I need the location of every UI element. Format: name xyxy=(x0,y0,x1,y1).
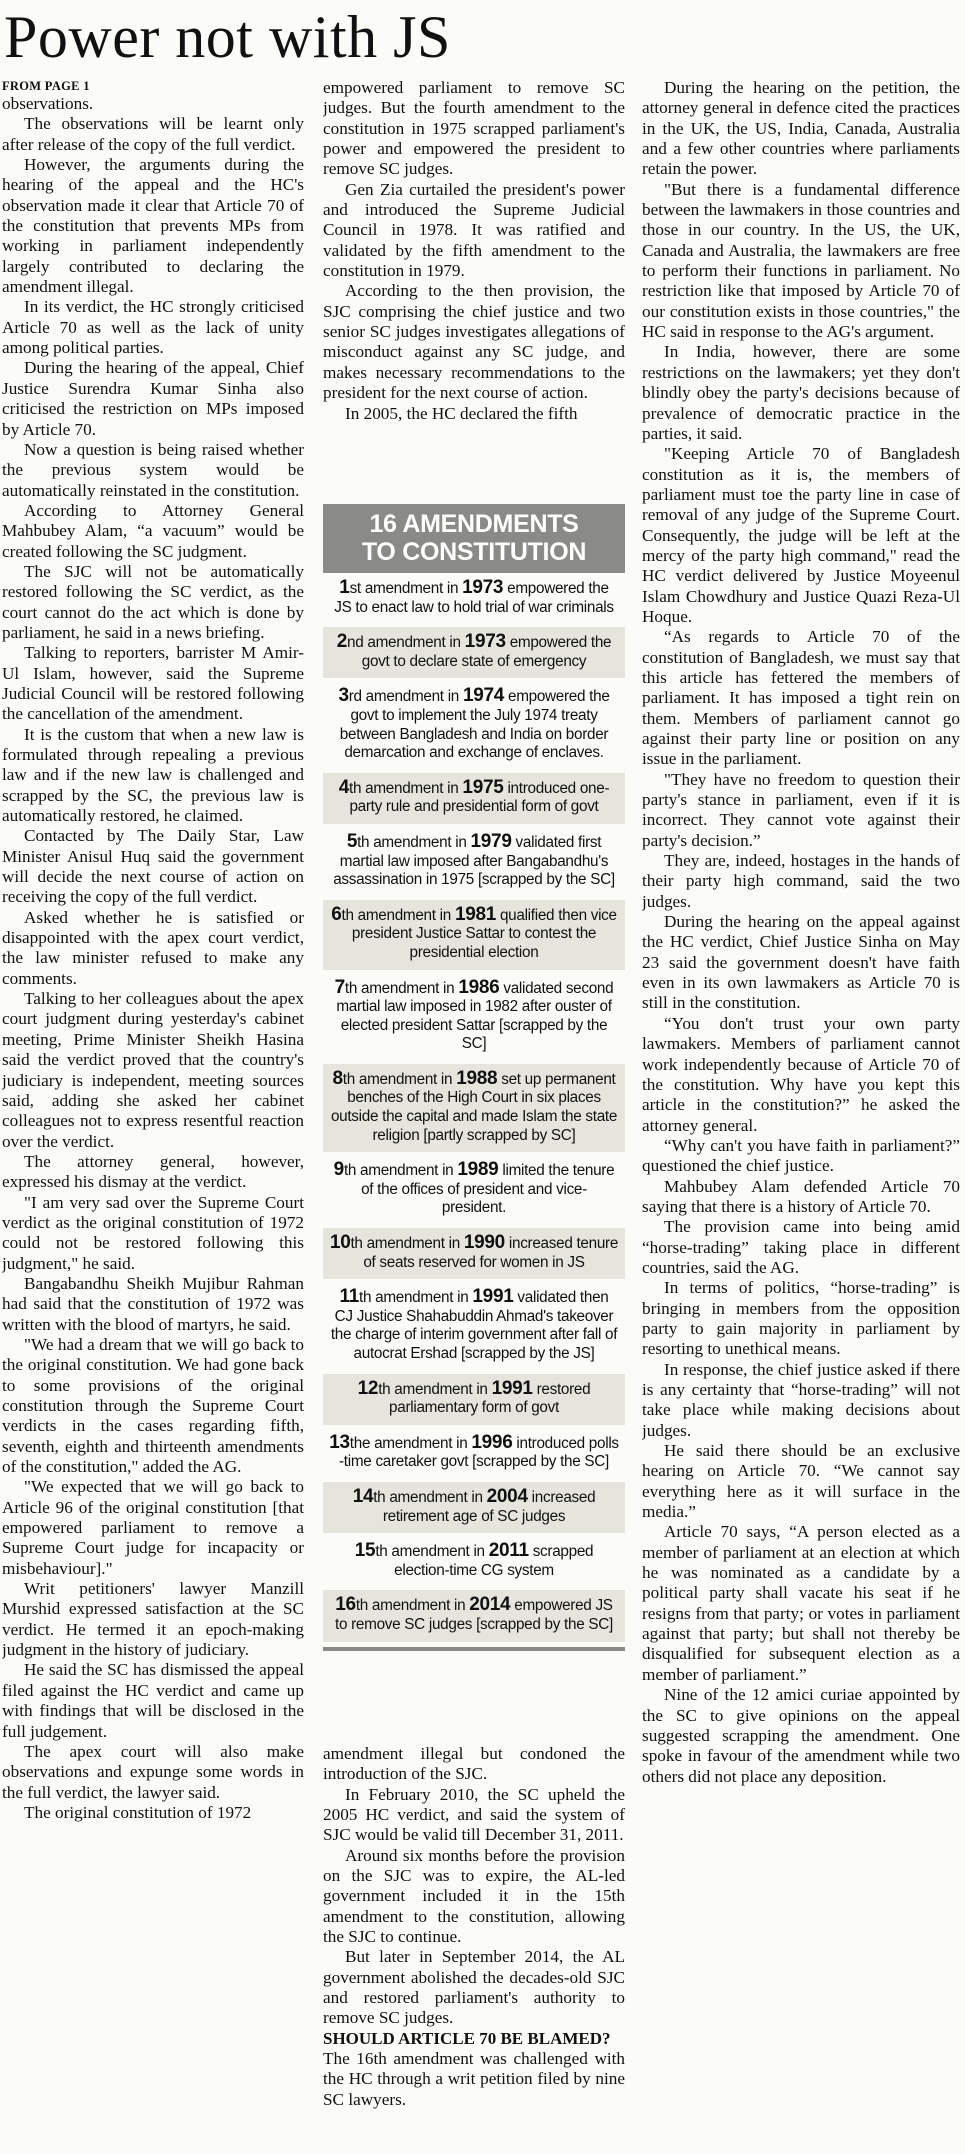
paragraph: During the hearing on the petition, the attorney general in defence cited the practices in the UK, the US, India, Canada, Australia and a few other countries where parliaments retain the power. xyxy=(642,78,960,179)
amendment-year: 1973 xyxy=(462,577,504,598)
paragraph: In terms of politics, “horse-trading” is bringing in members from the opposition party to gain majority in parliament by resorting to unethical means. xyxy=(642,1278,960,1359)
amendment-suffix: th amendment in xyxy=(350,1235,464,1253)
amendment-description: qualified then vice president Justice Sattar to contest the presidential election xyxy=(351,906,617,961)
amendment-number: 3 xyxy=(338,685,349,707)
amendment-number: 6 xyxy=(331,903,342,925)
paragraph: The apex court will also make observations and expunge some words in the full verdict, the lawyer said. xyxy=(2,1741,304,1802)
amendment-description: empowered the govt to declare state of emergency xyxy=(361,634,612,670)
sidebar-title-line-2: TO CONSTITUTION xyxy=(361,538,587,566)
paragraph: He said the SC has dismissed the appeal filed against the HC verdict and came up with findings that will be disclosed in the full judgement. xyxy=(2,1660,304,1741)
paragraph: The observations will be learnt only after release of the copy of the full verdict. xyxy=(2,114,304,154)
amendment-suffix: st amendment in xyxy=(349,580,463,597)
paragraph: Talking to her colleagues about the apex court judgment during yesterday's cabinet meeting, Prime Minister Sheikh Hasina said the verdict proved that the country's judiciary is independent, meeting sources said, adding she asked her cabinet colleagues not to express resentful reaction over the verdict. xyxy=(2,989,304,1151)
paragraph: They are, indeed, hostages in the hands of their party high command, said the two judges. xyxy=(642,851,960,911)
amendment-year: 1974 xyxy=(462,685,505,707)
amendment-item xyxy=(323,1428,625,1482)
paragraph: In February 2010, the SC upheld the 2005 HC verdict, and said the system of SJC would be valid till December 31, 2011. xyxy=(323,1784,625,1845)
amendment-item xyxy=(323,1374,625,1428)
paragraph: “Why can't you have faith in parliament?” questioned the chief justice. xyxy=(642,1135,960,1176)
paragraph: "We expected that we will go back to Article 96 of the original constitution [that empowered parliament to remove a Supreme Court judge for incapacity or misbehaviour]." xyxy=(2,1477,304,1578)
amendment-year: 1989 xyxy=(457,1159,499,1181)
paragraph: He said there should be an exclusive hearing on Article 70. “We cannot say everything here as it will surface in the media.” xyxy=(642,1441,960,1522)
paragraph: Writ petitioners' lawyer Manzill Murshid expressed satisfaction at the SC verdict. He termed it an epoch-making judgment in the history of judiciary. xyxy=(2,1579,304,1660)
article-column-3 xyxy=(642,78,960,2148)
amendment-year: 1975 xyxy=(462,776,504,798)
amendment-suffix: th amendment in xyxy=(343,1162,458,1180)
amendment-suffix: th amendment in xyxy=(359,1289,473,1307)
amendment-year: 1988 xyxy=(456,1067,498,1089)
amendment-item xyxy=(323,900,625,973)
paragraph: The SJC will not be automatically restored following the SC verdict, as the court cannot do the act which is done by parliament, he said in a news briefing. xyxy=(2,561,304,642)
amendment-description: introduced polls -time caretaker govt [scrapped by the SC] xyxy=(339,1434,619,1471)
paragraph: Gen Zia curtailed the president's power and introduced the Supreme Judicial Council in 1978. It was ratified and validated by the fifth amendment to the constitution in 1979. xyxy=(323,179,625,281)
amendment-description: validated first martial law imposed after Bangabandhu's assassination in 1975 [scrapped by the SC] xyxy=(333,833,615,889)
paragraph: Now a question is being raised whether the previous system would be automatically reinstated in the constitution. xyxy=(2,439,304,500)
amendment-suffix: th amendment in xyxy=(341,906,455,924)
amendment-item xyxy=(323,627,625,681)
amendment-year: 1990 xyxy=(463,1232,505,1254)
subheading-paragraph: The 16th amendment was challenged with the HC through a writ petition filed by nine SC lawyers. xyxy=(323,2048,625,2109)
paragraph: The provision came into being amid “horse-trading” taking place in different countries, said the AG. xyxy=(642,1217,960,1277)
amendments-sidebar xyxy=(323,504,625,1651)
column-2-bottom-paragraphs xyxy=(323,1744,625,2029)
amendment-year: 1979 xyxy=(470,830,512,852)
amendment-year: 1981 xyxy=(454,903,497,925)
amendment-suffix: th amendment in xyxy=(373,1488,487,1506)
paragraph: "They have no freedom to question their party's stance in parliament, even if it is incorrect. They cannot vote against their party's decision.” xyxy=(642,769,960,850)
amendment-item xyxy=(323,1155,625,1228)
amendment-description: increased tenure of seats reserved for women in JS xyxy=(363,1235,619,1271)
amendment-item xyxy=(323,1482,625,1536)
paragraph: "We had a dream that we will go back to the original constitution. We had gone back to some provisions of the original constitution through the Supreme Court verdicts in the cases regarding fifth, seventh, eighth and thirteenth amendments of the constitution," added the AG. xyxy=(2,1334,304,1477)
amendment-description: restored parliamentary form of govt xyxy=(389,1380,591,1417)
amendment-description: scrapped election-time CG system xyxy=(394,1543,594,1579)
amendment-description: set up permanent benches of the High Court in six places outside the capital and made Islam the state religion [partly scrapped by SC] xyxy=(330,1070,618,1144)
amendment-number: 13 xyxy=(329,1431,350,1453)
paragraph: Nine of the 12 amici curiae appointed by the SC to give opinions on the appeal suggested scrapping the amendment. One spoke in favour of the amendment while two others did not place any deposition. xyxy=(642,1685,960,1786)
paragraph: Mahbubey Alam defended Article 70 saying that there is a history of Article 70. xyxy=(642,1176,960,1216)
paragraph: Talking to reporters, barrister M Amir-Ul Islam, however, said the Supreme Judicial Council will be restored following the cancellation of the amendment. xyxy=(2,643,304,724)
paragraph: In 2005, the HC declared the fifth xyxy=(345,403,578,423)
amendment-item xyxy=(323,1064,625,1155)
amendment-item xyxy=(323,827,625,900)
sidebar-title-line-1: 16 AMENDMENTS xyxy=(369,510,579,538)
amendment-suffix: rd amendment in xyxy=(348,688,463,706)
sidebar-bottom-rule xyxy=(323,1647,625,1651)
amendment-item xyxy=(323,773,625,827)
amendment-number: 9 xyxy=(333,1159,344,1181)
amendment-number: 7 xyxy=(334,976,345,998)
amendment-year: 2014 xyxy=(469,1594,511,1616)
amendment-number: 2 xyxy=(336,631,348,653)
amendment-item xyxy=(323,1228,625,1282)
amendment-description: introduced one-party rule and presidential form of govt xyxy=(349,779,610,816)
amendment-list xyxy=(323,573,625,1645)
paragraph: The original constitution of 1972 xyxy=(24,1802,252,1822)
article-column-1 xyxy=(2,78,304,2148)
subheading: SHOULD ARTICLE 70 BE BLAMED? xyxy=(323,2028,611,2048)
amendment-item xyxy=(323,573,625,627)
amendment-number: 16 xyxy=(335,1594,356,1616)
amendment-description: empowered the JS to enact law to hold trial of war criminals xyxy=(334,580,614,616)
paragraph: empowered parliament to remove SC judges. But the fourth amendment to the constitution in 1975 scrapped parliament's power and empowered the president to remove SC judges. xyxy=(323,78,625,179)
amendment-number: 5 xyxy=(346,830,358,852)
amendment-year: 2011 xyxy=(488,1540,529,1562)
amendment-description: empowered JS to remove SC judges [scrapped by the SC] xyxy=(335,1597,613,1633)
amendment-description: validated then CJ Justice Shahabuddin Ahmad's takeover the charge of interim government after fall of autocrat Ershad [scrapped by the JS] xyxy=(330,1289,618,1362)
paragraph: In its verdict, the HC strongly criticised Article 70 as well as the lack of unity among political parties. xyxy=(2,297,304,358)
paragraph: In response, the chief justice asked if there is any certainty that “horse-trading” will not take place while making decisions about judges. xyxy=(642,1359,960,1440)
amendment-suffix: th amendment in xyxy=(342,1070,457,1088)
amendment-year: 1991 xyxy=(491,1377,533,1399)
amendment-number: 15 xyxy=(354,1540,376,1562)
paragraph: “As regards to Article 70 of the constitution of Bangladesh, we must say that this article has fettered the members of parliament. It has imposed a tight rein on them. Members of parliament cannot go against their party line or position on any issue in the parliament. xyxy=(642,627,960,769)
amendment-number: 4 xyxy=(338,776,350,798)
amendment-year: 1991 xyxy=(472,1286,514,1308)
paragraph: Asked whether he is satisfied or disappointed with the apex court verdict, the law minister refused to make any comments. xyxy=(2,907,304,988)
headline: Power not with JS xyxy=(4,4,451,70)
paragraph: amendment illegal but condoned the introduction of the SJC. xyxy=(323,1744,625,1784)
paragraph: Contacted by The Daily Star, Law Minister Anisul Huq said the government will decide the next course of action on receiving the copy of the full verdict. xyxy=(2,826,304,907)
amendment-year: 1996 xyxy=(471,1431,513,1453)
amendment-suffix: th amendment in xyxy=(349,779,463,797)
paragraph: Article 70 says, “A person elected as a member of parliament at an election at which he was nominated as a candidate by a political party shall vacate his seat if he resigns from that party; or votes in parliament against that party; but shall not thereby be disqualified for subsequent election as a member of parliament.” xyxy=(642,1522,960,1684)
amendment-description: limited the tenure of the offices of president and vice-president. xyxy=(361,1162,615,1217)
paragraph: "I am very sad over the Supreme Court verdict as the original constitution of 1972 could not be restored following this judgment," he said. xyxy=(2,1192,304,1273)
amendment-item xyxy=(323,681,625,772)
amendment-suffix: th amendment in xyxy=(344,979,459,997)
paragraph: In India, however, there are some restrictions on the lawmakers; yet they don't blindly obey the party's decisions because of prevalence of democratic practice in the parties, it said. xyxy=(642,342,960,443)
paragraph: During the hearing of the appeal, Chief Justice Surendra Kumar Sinha also criticised the restriction on MPs imposed by Article 70. xyxy=(2,358,304,439)
paragraph: "But there is a fundamental difference between the lawmakers in those countries and those in our country. In the US, the UK, Canada and Australia, the lawmakers are free to perform their functions in parliament. No restriction like that imposed by Article 70 of our constitution exists in those countries," the HC said in response to the AG's argument. xyxy=(642,179,960,342)
paragraph: "Keeping Article 70 of Bangladesh constitution as it is, the members of parliament must toe the party line in case of removal of any judge of the Supreme Court. Consequently, the judge will be left at the mercy of the party high command," read the HC verdict delivered by Justice Moyeenul Islam Chowdhury and Justice Quazi Reza-Ul Hoque. xyxy=(642,444,960,626)
paragraph: “You don't trust your own party lawmakers. Members of parliament cannot work independently because of Article 70 of the constitution. Why have you kept this article in the constitution?” he asked the attorney general. xyxy=(642,1013,960,1135)
amendment-number: 1 xyxy=(339,577,350,598)
amendment-description: validated second martial law imposed in 1982 after ouster of elected president Sattar [scrapped by the SC] xyxy=(336,979,614,1053)
amendment-suffix: nd amendment in xyxy=(347,634,465,652)
amendment-description: empowered the govt to implement the July 1974 treaty between Bangladesh and India on border demarcation and exchange of enclaves. xyxy=(339,688,610,762)
paragraph: The attorney general, however, expressed his dismay at the verdict. xyxy=(2,1151,304,1192)
amendment-item xyxy=(323,1536,625,1590)
from-page-label: FROM PAGE 1 xyxy=(2,79,90,93)
amendment-year: 1986 xyxy=(458,976,500,998)
amendment-item xyxy=(323,973,625,1064)
amendment-suffix: th amendment in xyxy=(375,1543,489,1561)
paragraph: It is the custom that when a new law is formulated through repealing a previous law and if the new law is challenged and scrapped by the SC, the previous law is automatically restored, he claimed. xyxy=(2,724,304,826)
amendment-item xyxy=(323,1282,625,1373)
amendment-number: 11 xyxy=(339,1286,359,1308)
amendment-number: 14 xyxy=(352,1485,374,1507)
amendment-number: 10 xyxy=(329,1232,351,1254)
paragraph: However, the arguments during the hearing of the appeal and the HC's observation made it clear that Article 70 of the constitution that prevents MPs from working in parliament independently largely contributed to declaring the amendment illegal. xyxy=(2,155,304,297)
amendment-suffix: th amendment in xyxy=(357,833,471,851)
amendment-description: increased retirement age of SC judges xyxy=(382,1488,596,1525)
paragraph: According to Attorney General Mahbubey Alam, “a vacuum” would be created following the SC judgment. xyxy=(2,500,304,561)
amendment-number: 12 xyxy=(357,1377,379,1399)
amendment-item xyxy=(323,1590,625,1644)
article-column-2-bottom xyxy=(323,1744,625,2150)
amendment-year: 1973 xyxy=(464,631,506,653)
amendment-suffix: the amendment in xyxy=(349,1434,472,1452)
paragraph: observations. xyxy=(2,94,94,113)
column-1-paragraphs xyxy=(2,94,304,1823)
amendment-suffix: th amendment in xyxy=(378,1380,492,1398)
paragraph: Bangabandhu Sheikh Mujibur Rahman had said that the constitution of 1972 was written with the blood of martyrs, he said. xyxy=(2,1273,304,1334)
paragraph: According to the then provision, the SJC comprising the chief justice and two senior SC judges investigates allegations of misconduct against any SC judge, and makes necessary recommendations to the president for the next course of action. xyxy=(323,281,625,403)
sidebar-title xyxy=(323,504,625,573)
paragraph: Around six months before the provision on the SJC was to expire, the AL-led government included it in the 15th amendment to the constitution, allowing the SJC to continue. xyxy=(323,1845,625,1947)
amendment-number: 8 xyxy=(332,1067,343,1089)
amendment-year: 2004 xyxy=(486,1485,528,1507)
paragraph: During the hearing on the appeal against the HC verdict, Chief Justice Sinha on May 23 said the government doesn't have faith even in its own lawmakers as Article 70 is still in the constitution. xyxy=(642,912,960,1013)
paragraph: But later in September 2014, the AL government abolished the decades-old SJC and restored parliament's authority to remove SC judges. xyxy=(323,1947,625,2028)
article-column-2-top xyxy=(323,78,625,498)
amendment-suffix: th amendment in xyxy=(355,1597,470,1615)
